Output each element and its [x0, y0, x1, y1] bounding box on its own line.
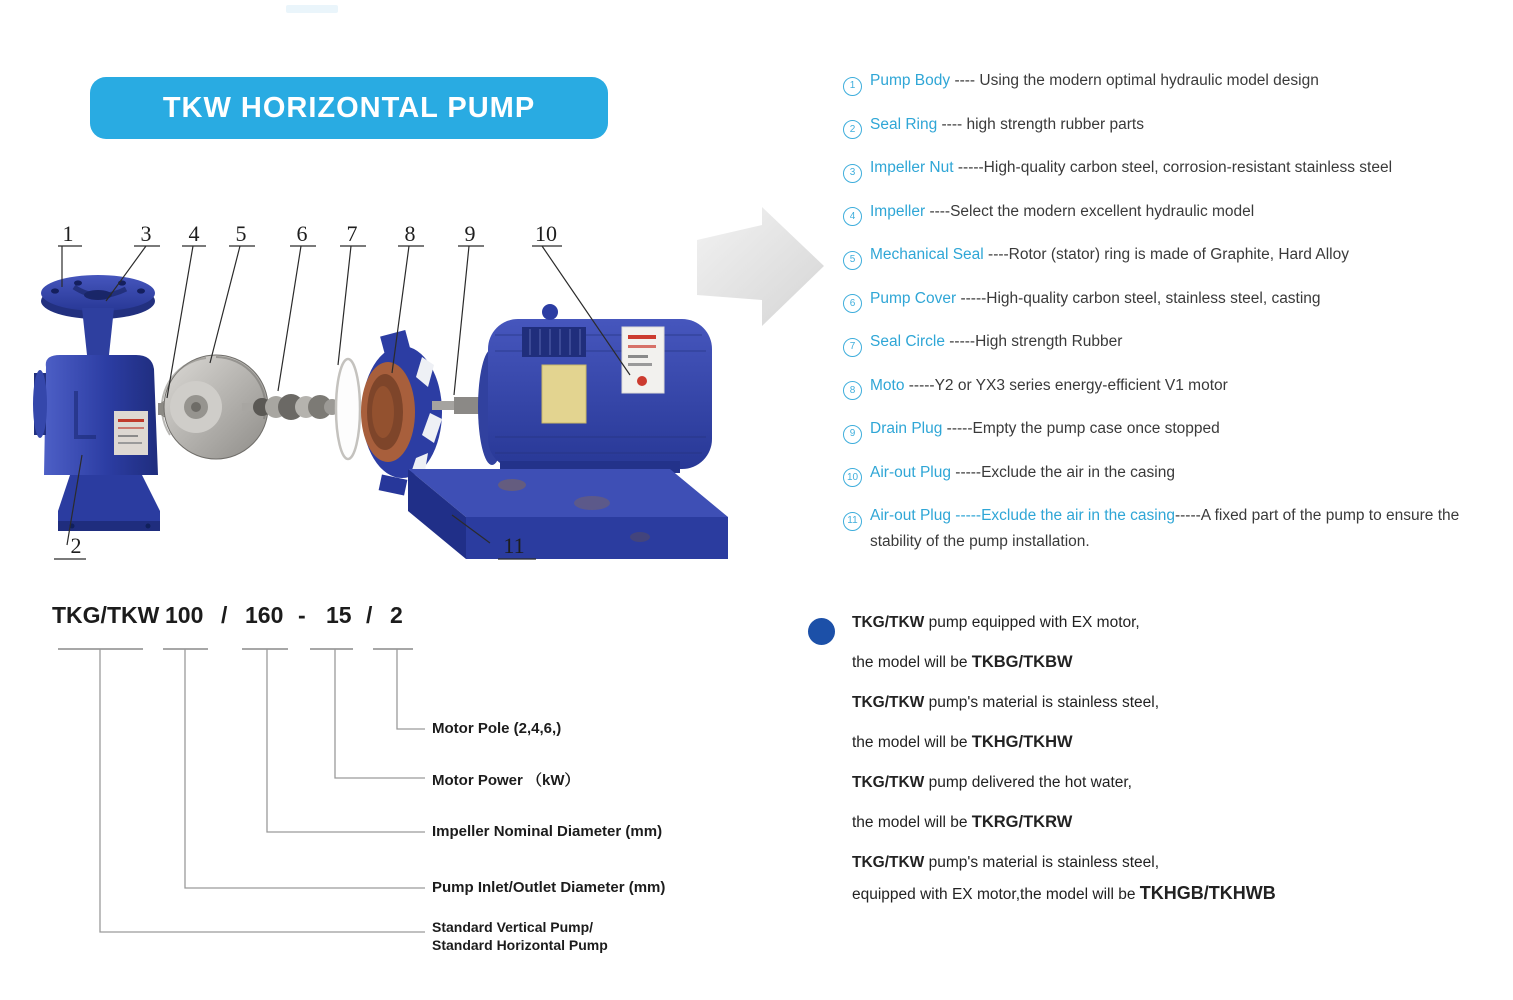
- part-description: -----Y2 or YX3 series energy-efficient V1 motor: [904, 376, 1228, 394]
- callout-number-11: 11: [503, 533, 525, 558]
- right-arrow-icon: [692, 200, 832, 340]
- note-line: TKG/TKW pump delivered the hot water,: [852, 774, 1132, 791]
- part-name: Air-out Plug: [870, 463, 951, 481]
- part-description-highlight: -----Exclude the air in the casing: [950, 507, 1175, 524]
- pump-exploded-diagram: [30, 215, 760, 575]
- part-number-badge: 10: [843, 468, 862, 487]
- part-number-badge: 5: [843, 251, 862, 270]
- part-name: Impeller: [870, 202, 926, 220]
- model-code-breakdown: [40, 592, 760, 992]
- part-number-badge: 9: [843, 425, 862, 444]
- part-description: ----Rotor (stator) ring is made of Graphite, Hard Alloy: [983, 246, 1349, 263]
- part-description: ---- high strength rubber parts: [937, 115, 1144, 133]
- model-inlet: 100: [165, 602, 204, 628]
- callout-standard-vertical: Standard Vertical Pump/: [432, 919, 594, 935]
- model-code-callout-lines: [40, 592, 760, 992]
- callout-standard-horizontal: Standard Horizontal Pump: [432, 937, 608, 953]
- note-line: the model will be TKBG/TKBW: [852, 653, 1073, 671]
- model-dash: -: [298, 602, 306, 628]
- part-name: Pump Body: [870, 72, 951, 89]
- part-description: -----High-quality carbon steel, corrosion-resistant stainless steel: [953, 159, 1393, 176]
- callout-number-10: 10: [535, 221, 557, 246]
- part-number-badge: 8: [843, 381, 862, 400]
- part-item-7: [843, 331, 1503, 357]
- note-line: equipped with EX motor,the model will be TKHGB/TKHWB: [852, 883, 1276, 903]
- part-item-9: [843, 418, 1503, 444]
- part-name: Air-out Plug: [870, 507, 951, 524]
- part-number-badge: 4: [843, 207, 862, 226]
- callout-number-4: 4: [188, 221, 200, 246]
- part-description: -----Exclude the air in the casing: [950, 463, 1175, 481]
- scan-artifact: [286, 5, 338, 13]
- part-description: ----Select the modern excellent hydraulic model: [925, 202, 1255, 220]
- model-slash-2: /: [366, 602, 373, 628]
- model-variant-notes: [808, 612, 1428, 924]
- part-number-badge: 6: [843, 294, 862, 313]
- part-item-8: [843, 375, 1503, 401]
- callout-number-9: 9: [464, 221, 476, 246]
- part-name: Moto: [870, 376, 905, 394]
- callout-number-1: 1: [62, 221, 74, 246]
- part-name: Pump Cover: [870, 289, 957, 307]
- motor-illustration: [432, 304, 712, 473]
- part-description: ---- Using the modern optimal hydraulic model design: [950, 72, 1319, 89]
- part-name: Mechanical Seal: [870, 246, 984, 263]
- part-item-5: [843, 244, 1503, 270]
- part-item-11: [843, 505, 1503, 552]
- callout-number-7: 7: [346, 221, 358, 246]
- part-number-badge: 2: [843, 120, 862, 139]
- model-slash-1: /: [221, 602, 228, 628]
- part-item-6: [843, 288, 1503, 314]
- note-line: TKG/TKW pump's material is stainless steel,: [852, 854, 1160, 871]
- part-item-1: [843, 70, 1503, 96]
- part-item-2: [843, 114, 1503, 140]
- pump-body-illustration: [33, 275, 160, 531]
- model-impeller: 160: [245, 602, 284, 628]
- model-pole: 2: [390, 602, 403, 628]
- title-banner: [90, 77, 608, 139]
- part-item-3: [843, 157, 1503, 183]
- callout-number-3: 3: [140, 221, 152, 246]
- page-title: TKW HORIZONTAL PUMP: [162, 91, 536, 124]
- part-number-badge: 11: [843, 512, 862, 531]
- part-number-badge: 3: [843, 164, 862, 183]
- bullet-circle-icon: [808, 618, 835, 645]
- model-brand: TKG/TKW: [52, 602, 160, 628]
- callout-motor-power: Motor Power （kW）: [432, 772, 580, 789]
- callout-motor-pole: Motor Pole (2,4,6,): [432, 720, 562, 737]
- part-item-10: [843, 462, 1503, 488]
- part-description: -----High-quality carbon steel, stainless steel, casting: [956, 289, 1321, 307]
- part-item-4: [843, 201, 1503, 227]
- part-name: Drain Plug: [870, 420, 943, 437]
- seal-circle-illustration: [336, 359, 360, 459]
- note-line: the model will be TKHG/TKHW: [852, 733, 1073, 751]
- model-power: 15: [326, 602, 352, 628]
- parts-list: [843, 70, 1503, 570]
- motor-base-illustration: [408, 469, 728, 559]
- callout-inlet-outlet: Pump Inlet/Outlet Diameter (mm): [432, 879, 666, 896]
- part-name: Seal Ring: [870, 115, 938, 133]
- part-number-badge: 7: [843, 338, 862, 357]
- callout-number-2: 2: [70, 533, 82, 558]
- callout-impeller-diameter: Impeller Nominal Diameter (mm): [432, 823, 663, 840]
- part-name: Impeller Nut: [870, 159, 954, 176]
- callout-number-6: 6: [296, 221, 308, 246]
- callout-number-5: 5: [235, 221, 247, 246]
- note-line: the model will be TKRG/TKRW: [852, 813, 1073, 831]
- part-description: -----A fixed part of the pump to ensure the stability of the pump installation.: [870, 507, 1460, 550]
- part-name: Seal Circle: [870, 333, 945, 350]
- callout-number-8: 8: [404, 221, 416, 246]
- note-line: TKG/TKW pump equipped with EX motor,: [852, 614, 1140, 631]
- part-description: -----Empty the pump case once stopped: [942, 420, 1220, 437]
- part-description: -----High strength Rubber: [944, 333, 1123, 350]
- part-number-badge: 1: [843, 77, 862, 96]
- note-line: TKG/TKW pump's material is stainless steel,: [852, 694, 1160, 711]
